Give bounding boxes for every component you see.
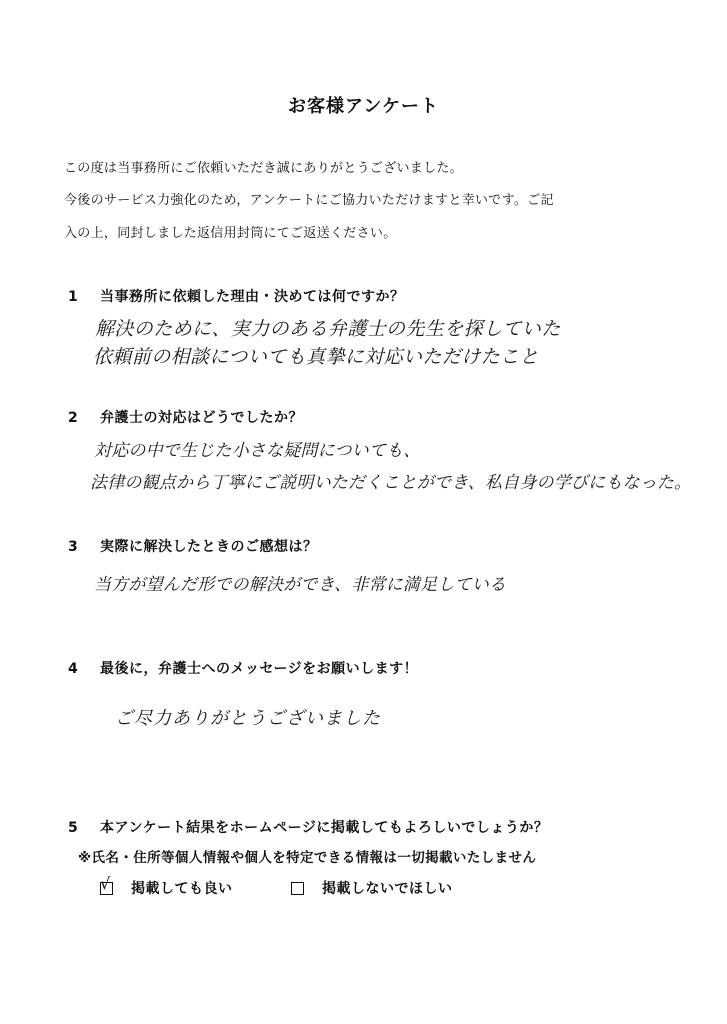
option-label: 掲載しないでほしい (322, 881, 453, 897)
option-publish-no[interactable] (291, 878, 453, 898)
question-2 (68, 407, 303, 427)
question-number: 3 (68, 539, 79, 555)
answer-4-line-1: ご尽力ありがとうございました (115, 708, 381, 729)
question-1 (68, 286, 405, 306)
intro-line-3: 入の上，同封しました返信用封筒にてご返送ください。 (64, 226, 397, 241)
intro-line-2: 今後のサービス力強化のため，アンケートにご協力いただけますと幸いです。ご記 (64, 193, 554, 208)
question-number: 2 (68, 410, 79, 426)
answer-1-line-1: 解決のために、実力のある弁護士の先生を探していた (95, 318, 561, 340)
question-5 (68, 817, 548, 837)
answer-3-line-1: 当方が望んだ形での解決ができ、非常に満足している (94, 575, 507, 595)
intro-line-1: この度は当事務所にご依頼いただき誠にありがとうございました。 (64, 161, 464, 176)
answer-2-line-2: 法律の観点から丁寧にご説明いただくことができ、私自身の学びにもなった。 (90, 473, 692, 493)
question-number: 1 (68, 289, 79, 305)
checkbox-unchecked[interactable] (291, 882, 304, 895)
question-text: 当事務所に依頼した理由・決めては何ですか？ (100, 289, 405, 305)
check-mark-icon: √ (100, 873, 111, 893)
privacy-note: ※氏名・住所等個人情報や個人を特定できる情報は一切掲載いたしません (78, 850, 537, 866)
option-label: 掲載しても良い (131, 881, 233, 897)
question-text: 最後に，弁護士へのメッセージをお願いします！ (100, 661, 419, 677)
question-number: 4 (68, 661, 79, 677)
question-text: 本アンケート結果をホームページに掲載してもよろしいでしょうか？ (100, 820, 549, 836)
checkbox-checked[interactable] (100, 873, 113, 895)
question-text: 実際に解決したときのご感想は？ (100, 539, 318, 555)
page-title: お客様アンケート (288, 96, 439, 117)
question-3 (68, 536, 318, 556)
question-text: 弁護士の対応はどうでしたか？ (100, 410, 303, 426)
answer-1-line-2: 依頼前の相談についても真摯に対応いただけたこと (93, 346, 539, 368)
option-publish-ok[interactable] (100, 873, 233, 898)
question-4 (68, 658, 418, 678)
answer-2-line-1: 対応の中で生じた小さな疑問についても、 (94, 441, 421, 461)
question-number: 5 (68, 820, 79, 836)
